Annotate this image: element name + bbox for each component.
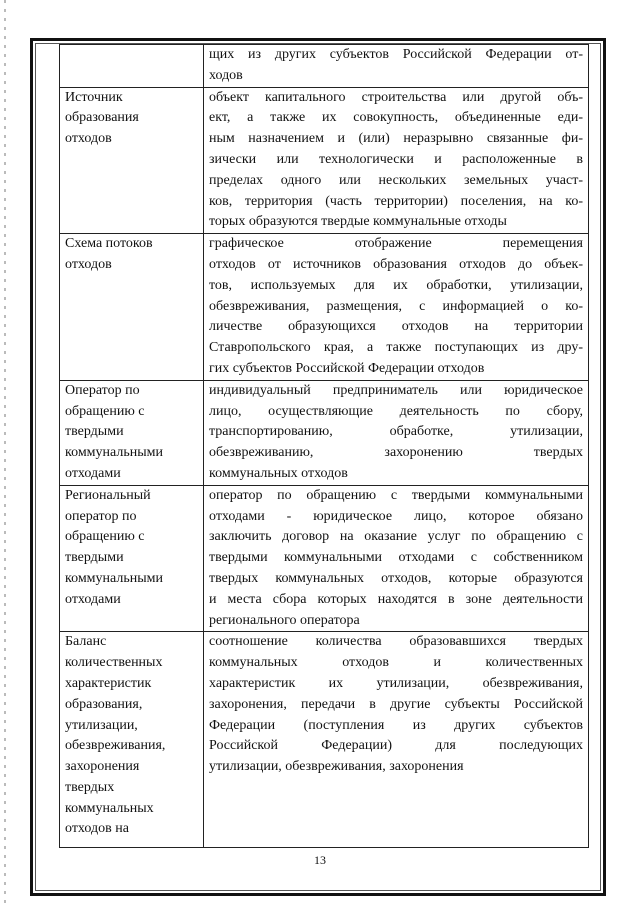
term-text-line: коммунальными <box>65 570 163 586</box>
definition-text-line: твердыми коммунальными отходами с собственником <box>209 550 583 566</box>
definition-text-line: твердых коммунальных отходов, которые образуются <box>209 570 583 586</box>
definitions-table <box>59 44 589 848</box>
definition-text-line: обезвреживанию, захоронению твердых <box>209 445 583 461</box>
term-text-line: Оператор по <box>65 382 140 398</box>
term-text-line: образования <box>65 110 139 126</box>
definition-text-line: зически или технологически и расположенные в <box>209 151 583 167</box>
scan-margin-marks <box>4 0 6 905</box>
term-text-line: твердых <box>65 779 115 795</box>
term-text-line: твердыми <box>65 424 124 440</box>
definition-text-line: оператор по обращению с твердыми коммунальными <box>209 487 583 503</box>
definition-text-line: регионального оператора <box>209 612 360 628</box>
term-text-line: обезвреживания, <box>65 738 166 754</box>
term-text-line: образования, <box>65 696 143 712</box>
definition-text-line: торых образуются твердые коммунальные отходы <box>209 214 507 230</box>
definition-cell <box>204 45 589 88</box>
table-row <box>60 87 589 234</box>
page-number: 13 <box>314 853 326 867</box>
term-cell <box>60 632 204 848</box>
term-cell <box>60 87 204 234</box>
term-cell <box>60 234 204 381</box>
term-text-line: захоронения <box>65 759 140 775</box>
definition-text-line: тов, используемых для их обработки, утилизации, <box>209 277 583 293</box>
definition-text-line: личестве образующихся отходов на территории <box>209 319 583 335</box>
term-text-line: Источник <box>65 89 123 105</box>
term-cell <box>60 45 204 88</box>
term-text-line: Региональный <box>65 487 151 503</box>
table-row <box>60 45 589 88</box>
definition-text-line: Российской Федерации) для последующих <box>209 738 583 754</box>
term-text-line: оператор по <box>65 508 137 524</box>
term-text-line: количественных <box>65 655 163 671</box>
definition-text-line: захоронения, передачи в другие субъекты Российской <box>209 696 583 712</box>
term-text-line: коммунальных <box>65 800 154 816</box>
definition-text-line: ным назначением и (или) неразрывно связанные фи- <box>209 131 583 147</box>
definition-text-line: обезвреживания, размещения, с информацией о ко- <box>209 298 583 314</box>
term-text-line: Схема потоков <box>65 236 153 252</box>
term-text-line: обращению с <box>65 529 145 545</box>
term-text-line: Баланс <box>65 634 107 650</box>
definition-text-line: щих из других субъектов Российской Федерации от- <box>209 47 583 62</box>
definition-text-line: соотношение количества образовавшихся твердых <box>209 634 583 650</box>
definition-cell <box>204 87 589 234</box>
definition-cell <box>204 380 589 485</box>
definition-text-line: Федерации (поступления из других субъектов <box>209 717 583 733</box>
definition-text-line: транспортированию, обработке, утилизации, <box>209 424 583 440</box>
term-text-line: характеристик <box>65 675 152 691</box>
term-text-line: обращению с <box>65 403 145 419</box>
definitions-table-body <box>60 45 589 848</box>
definition-text-line: коммунальных отходов <box>209 465 348 481</box>
term-text-line: отходами <box>65 465 121 481</box>
term-text-line: утилизации, <box>65 717 138 733</box>
term-text-line: отходами <box>65 591 121 607</box>
table-row <box>60 380 589 485</box>
definition-text-line: ходов <box>209 67 243 83</box>
term-cell <box>60 380 204 485</box>
definition-text-line: и места сбора которых находятся в зоне деятельности <box>209 591 583 607</box>
definition-text-line: пределах одного или нескольких земельных участ- <box>209 172 583 188</box>
term-text-line: коммунальными <box>65 445 163 461</box>
definition-text-line: ект, а также их совокупность, объединенные еди- <box>209 110 583 126</box>
definition-text-line: Ставропольского края, а также поступающих из дру- <box>209 340 583 356</box>
definition-cell <box>204 234 589 381</box>
definition-text-line: объект капитального строительства или другой объ- <box>209 89 583 105</box>
definition-text-line: ков, территория (часть территории) поселения, на ко- <box>209 193 583 209</box>
definition-text-line: заключить договор на оказание услуг по обращению с <box>209 529 583 545</box>
definition-text-line: отходами - юридическое лицо, которое обязано <box>209 508 583 524</box>
term-cell <box>60 485 204 632</box>
definition-text-line: утилизации, обезвреживания, захоронения <box>209 759 464 775</box>
definition-text-line: гих субъектов Российской Федерации отходов <box>209 360 485 376</box>
definition-text-line: коммунальных отходов и количественных <box>209 655 583 671</box>
term-text-line: отходов <box>65 131 112 147</box>
definition-text-line: лицо, осуществляющие деятельность по сбору, <box>209 403 583 419</box>
table-row <box>60 632 589 848</box>
term-text-line: твердыми <box>65 550 124 566</box>
definition-text-line: характеристик их утилизации, обезвреживания, <box>209 675 583 691</box>
definition-text-line: отходов от источников образования отходов до объек- <box>209 256 583 272</box>
table-row <box>60 234 589 381</box>
term-text-line: отходов на <box>65 821 129 837</box>
table-row <box>60 485 589 632</box>
definition-text-line: графическое отображение перемещения <box>209 236 583 252</box>
definition-text-line: индивидуальный предприниматель или юридическое <box>209 382 583 398</box>
definition-cell <box>204 632 589 848</box>
term-text-line: отходов <box>65 256 112 272</box>
definition-cell <box>204 485 589 632</box>
